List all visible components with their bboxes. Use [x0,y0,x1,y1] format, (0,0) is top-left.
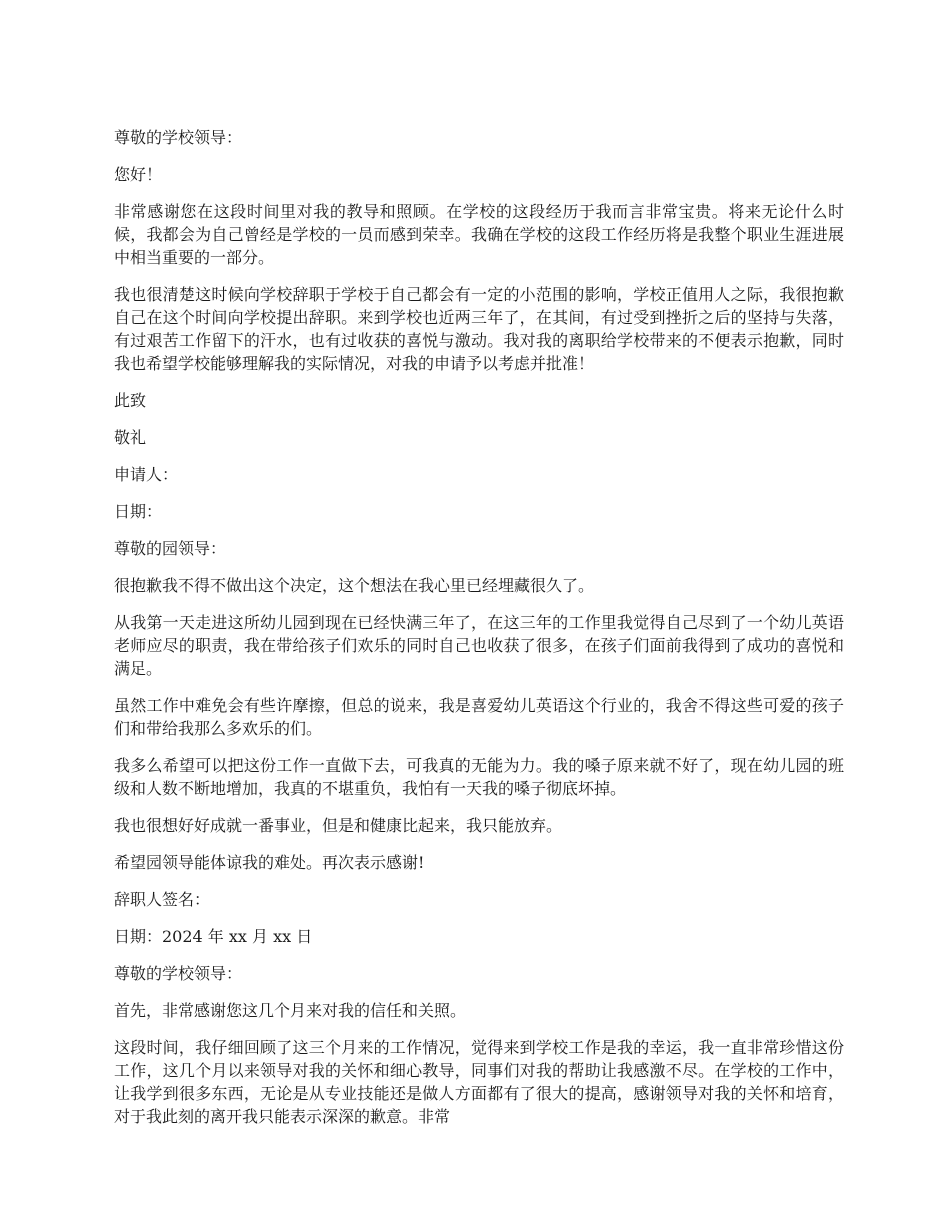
body-paragraph: 从我第一天走进这所幼儿园到现在已经快满三年了，在这三年的工作里我觉得自己尽到了一个幼儿英语老师应尽的职责，我在带给孩子们欢乐的同时自己也收获了很多，在孩子们面前我得到了成功的喜悦和满足。 [114,613,844,678]
date-label: 日期： [114,502,163,521]
closing-cizhi: 此致 [114,391,147,410]
body-paragraph: 很抱歉我不得不做出这个决定，这个想法在我心里已经埋藏很久了。 [114,576,595,595]
body-paragraph: 我多么希望可以把这份工作一直做下去，可我真的无能为力。我的嗓子原来就不好了，现在幼儿园的班级和人数不断地增加，我真的不堪重负，我怕有一天我的嗓子彻底坏掉。 [114,756,844,798]
body-paragraph: 首先，非常感谢您这几个月来对我的信任和关照。 [114,1001,467,1020]
signature-label: 辞职人签名： [114,890,211,909]
body-paragraph: 我也很想好好成就一番事业，但是和健康比起来，我只能放弃。 [114,816,563,835]
body-paragraph: 我也很清楚这时候向学校辞职于学校于自己都会有一定的小范围的影响，学校正值用人之际，我很抱歉自己在这个时间向学校提出辞职。来到学校也近两三年了，在其间，有过受到挫折之后的坚持与失落，有过艰苦工作留下的汗水，也有过收获的喜悦与激动。我对我的离职给学校带来的不便表示抱歉，同时我也希望学校能够理解我的实际情况，对我的申请予以考虑并批准！ [114,285,844,373]
body-paragraph: 虽然工作中难免会有些许摩擦，但总的说来，我是喜爱幼儿英语这个行业的，我舍不得这些可爱的孩子们和带给我那么多欢乐的们。 [114,696,844,738]
salutation-school-2: 尊敬的学校领导： [114,964,243,983]
closing-jingli: 敬礼 [114,428,147,447]
salutation-school-1: 尊敬的学校领导： [114,128,243,147]
body-paragraph: 希望园领导能体谅我的难处。再次表示感谢! [114,853,425,872]
body-paragraph: 非常感谢您在这段时间里对我的教导和照顾。在学校的这段经历于我而言非常宝贵。将来无论什么时候，我都会为自己曾经是学校的一员而感到荣幸。我确在学校的这段工作经历将是我整个职业生涯进展中相当重要的一部分。 [114,202,844,267]
body-paragraph: 这段时间，我仔细回顾了这三个月来的工作情况，觉得来到学校工作是我的幸运，我一直非常珍惜这份工作，这几个月以来领导对我的关怀和细心教导，同事们对我的帮助让我感激不尽。在学校的工作中，让我学到很多东西，无论是从专业技能还是做人方面都有了很大的提高，感谢领导对我的关怀和培育，对于我此刻的离开我只能表示深深的歉意。非常 [114,1038,844,1126]
applicant-label: 申请人： [114,465,179,484]
salutation-kindergarten: 尊敬的园领导： [114,539,227,558]
document-page [114,126,844,1142]
date-line: 日期：2024 年 xx 月 xx 日 [114,927,313,946]
greeting: 您好！ [114,165,163,184]
